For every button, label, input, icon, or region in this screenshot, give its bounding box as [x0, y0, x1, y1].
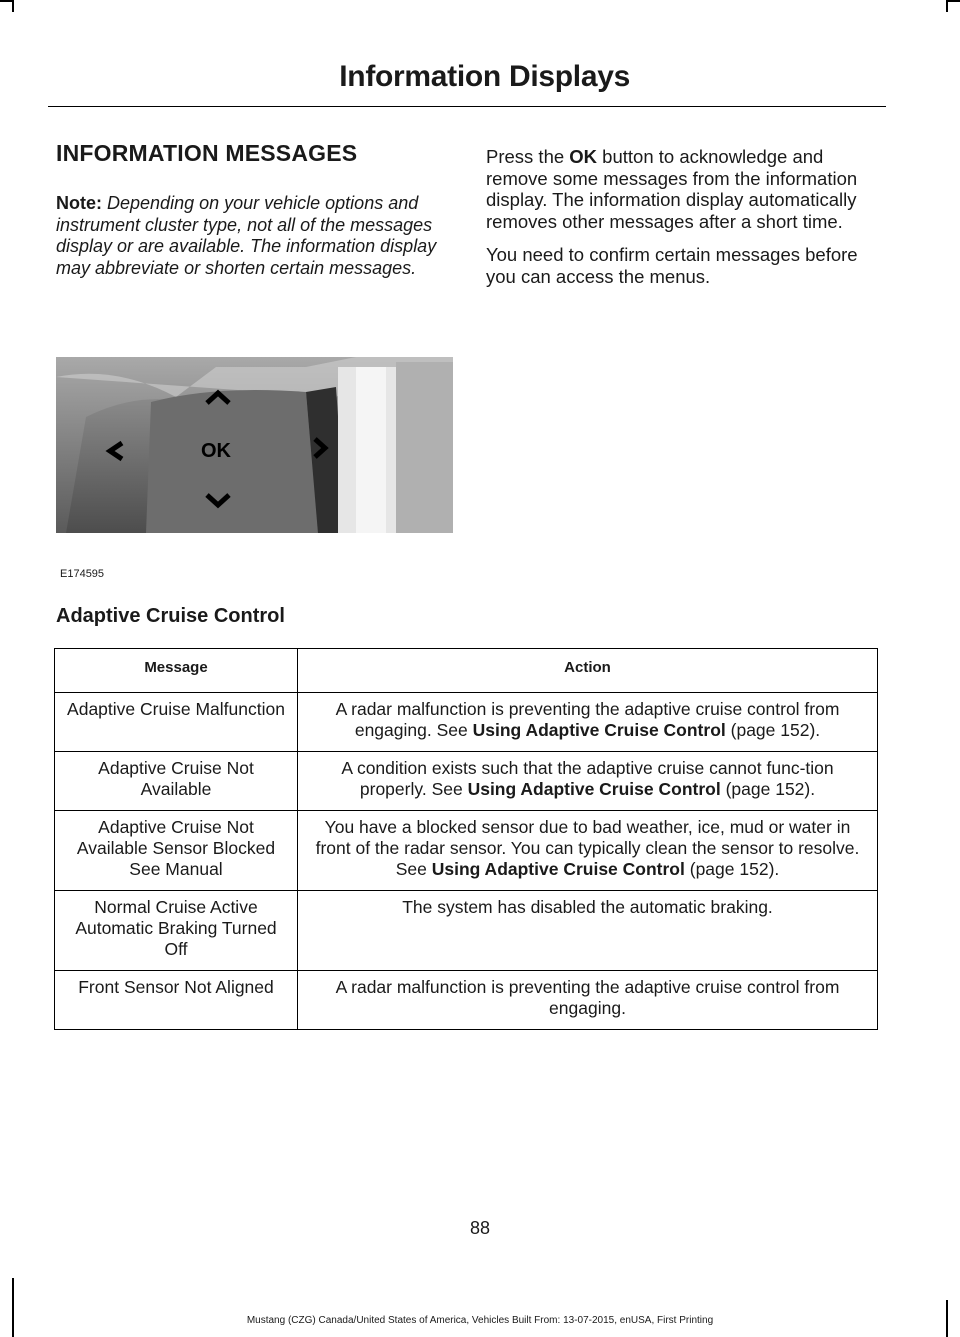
table-row — [55, 971, 878, 1030]
cross-reference-link[interactable]: Using Adaptive Cruise Control — [472, 720, 726, 740]
see-word: See — [395, 859, 427, 879]
see-word: See — [436, 720, 468, 740]
page-reference: (page 152). — [725, 779, 816, 799]
page-number: 88 — [469, 1218, 491, 1238]
note-label: Note: — [56, 193, 102, 213]
see-word: See — [431, 779, 463, 799]
message-cell: Adaptive Cruise Malfunction — [55, 693, 298, 752]
steering-wheel-controls-figure — [56, 357, 453, 533]
column-header-action: Action — [298, 649, 878, 693]
subsection-title: Adaptive Cruise Control — [56, 605, 285, 627]
crop-mark — [0, 0, 12, 2]
message-cell: Front Sensor Not Aligned — [55, 971, 298, 1030]
ok-button-paragraph — [486, 146, 881, 232]
action-text: A condition exists such that the adaptive cruise cannot func-tion properly. — [341, 758, 834, 799]
table-row — [55, 811, 878, 891]
cross-reference-link[interactable]: Using Adaptive Cruise Control — [467, 779, 721, 799]
page-reference: (page 152). — [689, 859, 780, 879]
message-cell: Adaptive Cruise Not Available — [55, 752, 298, 811]
note-text: Depending on your vehicle options and instrument cluster type, not all of the messages display or are available. The information display may abbreviate or shorten certain messages. — [56, 193, 437, 278]
table-header-row — [55, 649, 878, 693]
crop-mark — [946, 0, 948, 12]
message-cell: Adaptive Cruise Not Available Sensor Blocked See Manual — [55, 811, 298, 891]
action-cell — [298, 693, 878, 752]
left-column — [56, 140, 446, 279]
ok-label: OK — [201, 440, 231, 462]
action-cell: A radar malfunction is preventing the adaptive cruise control from engaging. — [298, 971, 878, 1030]
page-footer: Mustang (CZG) Canada/United States of America, Vehicles Built From: 13-07-2015, enUSA, First Printing — [246, 1315, 714, 1326]
page-reference: (page 152). — [730, 720, 821, 740]
message-cell: Normal Cruise Active Automatic Braking Turned Off — [55, 891, 298, 971]
confirm-paragraph: You need to confirm certain messages before you can access the menus. — [486, 244, 858, 287]
action-text: You have a blocked sensor due to bad weather, ice, mud or water in front of the radar sensor. You can typically clean the sensor to resolve. — [315, 817, 860, 858]
right-column — [486, 146, 881, 299]
crop-mark — [12, 1278, 14, 1337]
para-text: Press the — [486, 146, 570, 167]
figure-caption: E174595 — [60, 568, 105, 580]
column-header-message: Message — [55, 649, 298, 693]
section-heading: INFORMATION MESSAGES — [56, 140, 358, 166]
page-header-title: Information Displays — [339, 60, 630, 93]
action-text: A radar malfunction is preventing the adaptive cruise control from engaging. — [335, 699, 840, 740]
header-divider — [48, 106, 886, 107]
action-cell: The system has disabled the automatic braking. — [298, 891, 878, 971]
table-row — [55, 891, 878, 971]
para-text: button to acknowledge and remove some messages from the information display. The information display automatically removes other messages after a short time. — [486, 146, 858, 232]
action-cell — [298, 752, 878, 811]
table-row — [55, 752, 878, 811]
crop-mark — [12, 0, 14, 12]
action-cell — [298, 811, 878, 891]
steering-controls-illustration — [56, 357, 453, 533]
table-row — [55, 693, 878, 752]
ok-term: OK — [569, 146, 598, 167]
messages-table — [54, 648, 878, 1030]
cross-reference-link[interactable]: Using Adaptive Cruise Control — [431, 859, 685, 879]
note-paragraph — [56, 193, 446, 279]
crop-mark — [948, 0, 960, 2]
